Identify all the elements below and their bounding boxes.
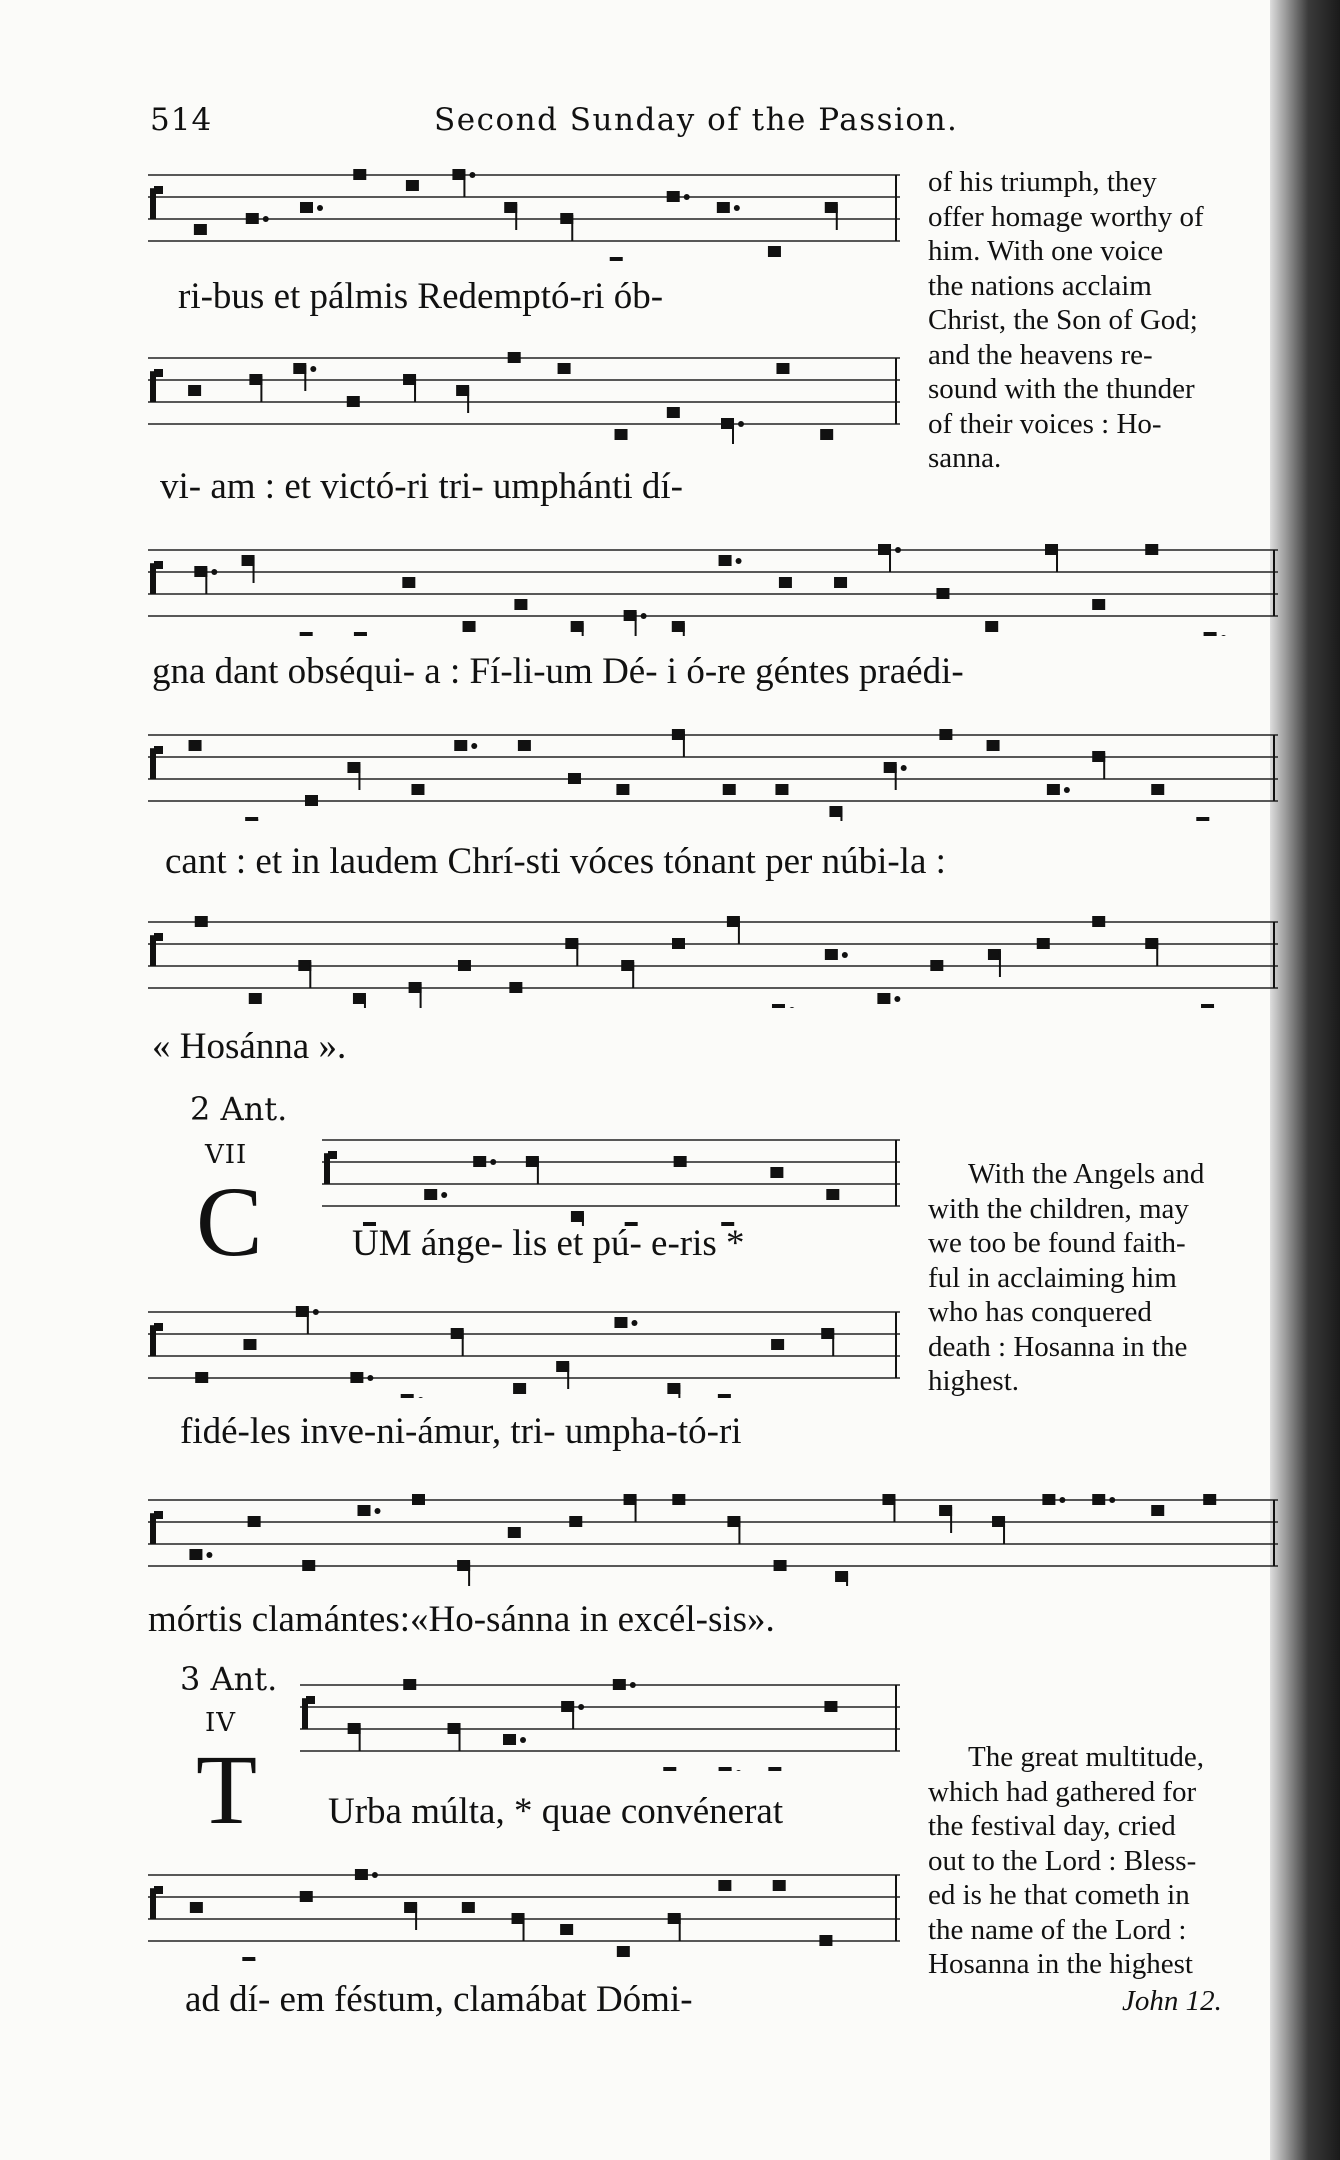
neume — [672, 938, 685, 949]
neume-stem — [304, 365, 306, 391]
neume — [717, 202, 730, 213]
neume-stem — [732, 420, 734, 444]
neume-stem — [415, 1904, 417, 1930]
neume — [190, 1902, 203, 1913]
neume — [987, 740, 1000, 751]
neume-stem — [683, 623, 685, 636]
translation-line: we too be found faith- — [928, 1227, 1186, 1259]
neume-stem — [459, 1725, 461, 1751]
neume — [248, 1516, 261, 1527]
neume-stem — [576, 940, 578, 966]
lyric-line: ri-bus et pálmis Redemptó-ri ób- — [178, 276, 664, 317]
neume-stem — [364, 995, 366, 1008]
neume — [617, 1946, 630, 1957]
clef-mark — [154, 186, 163, 194]
neume — [779, 577, 792, 588]
neume — [300, 202, 313, 213]
neume-dot — [490, 1159, 496, 1165]
neume — [403, 1679, 416, 1690]
translation-line: the name of the Lord : — [928, 1913, 1187, 1946]
neume-stem — [582, 623, 584, 636]
neume-dot — [441, 1192, 447, 1198]
neume — [302, 1560, 315, 1571]
neume-dot — [317, 205, 323, 211]
chant-staff — [322, 1130, 900, 1226]
neume-stem — [414, 376, 416, 402]
neume — [825, 949, 838, 960]
neume-dot — [372, 1872, 378, 1878]
neume — [189, 1549, 202, 1560]
neume — [771, 1339, 784, 1350]
neume — [834, 577, 847, 588]
neume — [768, 1767, 781, 1771]
neume-dot — [894, 996, 900, 1002]
neume — [401, 1394, 414, 1398]
neume-dot — [578, 1704, 584, 1710]
neume-dot — [1109, 1497, 1115, 1503]
neume — [939, 729, 952, 740]
neume — [718, 1394, 731, 1398]
neume-dot — [520, 1737, 526, 1743]
neume-stem — [632, 962, 634, 988]
neume-stem — [420, 984, 422, 1008]
neume-dot — [631, 1320, 637, 1326]
neume — [454, 740, 467, 751]
chant-staff — [148, 1302, 900, 1398]
neume — [518, 740, 531, 751]
neume — [1196, 817, 1209, 821]
lyric-line: fidé-les inve-ni-ámur, tri- umpha-tó-ri — [180, 1411, 742, 1452]
translation-line: and the heavens re- — [928, 338, 1153, 371]
page-title: Second Sunday of the Passion. — [434, 102, 959, 138]
neume — [663, 1767, 676, 1771]
neume — [514, 599, 527, 610]
neume — [819, 1935, 832, 1946]
neume-stem — [895, 764, 897, 790]
neume-stem — [467, 387, 469, 413]
neume — [1151, 784, 1164, 795]
neume — [462, 1902, 475, 1913]
neume-dot — [1221, 635, 1227, 636]
chant-staff — [148, 725, 1278, 821]
neume — [402, 577, 415, 588]
lyric-line: ad dí- em féstum, clamábat Dómi- — [185, 1979, 693, 2020]
translation-line: him. With one voice — [928, 235, 1164, 267]
neume — [1203, 1494, 1216, 1505]
neume-stem — [840, 808, 842, 821]
chant-staff — [148, 1865, 900, 1961]
neume-stem — [889, 546, 891, 572]
neume-stem — [537, 1158, 539, 1184]
chant-staff — [148, 165, 900, 261]
neume — [509, 982, 522, 993]
translation-line: sanna. — [928, 442, 1002, 474]
neume-dot — [471, 743, 477, 749]
neume-stem — [738, 918, 740, 944]
neume — [1047, 784, 1060, 795]
neume-stem — [832, 1330, 834, 1356]
neume — [820, 429, 833, 440]
neume — [1151, 1505, 1164, 1516]
neume — [1092, 599, 1105, 610]
neume — [610, 257, 623, 261]
neume-stem — [1003, 1518, 1005, 1544]
clef-mark — [154, 1886, 163, 1894]
neume-stem — [999, 951, 1001, 977]
neume-dot — [736, 558, 742, 564]
translation-line: highest. — [928, 1365, 1020, 1397]
neume — [774, 1560, 787, 1571]
chant-staff — [300, 1675, 900, 1771]
neume — [473, 1156, 486, 1167]
neume — [718, 1880, 731, 1891]
neume — [246, 213, 259, 224]
neume — [674, 1156, 687, 1167]
neume — [768, 246, 781, 257]
neume — [770, 1167, 783, 1178]
neume-dot — [641, 613, 647, 619]
neume — [775, 784, 788, 795]
neume — [458, 960, 471, 971]
translation-line: death : Hosanna in the — [928, 1330, 1188, 1363]
neume — [194, 224, 207, 235]
neume — [189, 740, 202, 751]
neume — [300, 1891, 313, 1902]
neume-stem — [679, 1915, 681, 1941]
scripture-citation: John 12. — [1122, 1985, 1222, 2017]
neume — [667, 191, 680, 202]
neume — [406, 180, 419, 191]
neume — [672, 1494, 685, 1505]
neume — [195, 916, 208, 927]
neume-dot — [734, 205, 740, 211]
translation-line: offer homage worthy of — [928, 200, 1204, 233]
neume-dot — [1059, 1497, 1065, 1503]
neume-stem — [1212, 1006, 1214, 1008]
neume-dot — [263, 216, 269, 222]
neume-stem — [515, 204, 517, 230]
neume-stem — [635, 612, 637, 636]
clef-mark — [154, 561, 163, 569]
translation-line: out to the Lord : Bless- — [928, 1844, 1197, 1877]
neume-dot — [738, 421, 744, 427]
neume-stem — [309, 962, 311, 988]
neume-stem — [462, 1330, 464, 1356]
clef-mark — [154, 746, 163, 754]
neume-dot — [367, 1375, 373, 1381]
neume — [773, 1880, 786, 1891]
neume-dot — [418, 1397, 424, 1398]
neume — [195, 1372, 208, 1383]
neume — [463, 621, 476, 632]
translation-line: who has conquered — [928, 1296, 1152, 1328]
neume-stem — [572, 1703, 574, 1729]
translation-line: sound with the thunder — [928, 373, 1195, 405]
page-edge-shadow — [1270, 0, 1340, 2160]
neume — [243, 1339, 256, 1350]
drop-cap-initial: C — [196, 1166, 263, 1277]
neume — [1145, 544, 1158, 555]
clef-mark — [154, 369, 163, 377]
translation-line: which had gathered for — [928, 1775, 1197, 1808]
neume — [568, 773, 581, 784]
neume-stem — [950, 1507, 952, 1533]
neume-stem — [1056, 546, 1058, 572]
neume-dot — [469, 172, 475, 178]
lyric-line: UM ánge- lis et pú- e-ris * — [352, 1223, 745, 1264]
neume — [930, 960, 943, 971]
chant-staff — [148, 912, 1278, 1008]
neume-stem — [1156, 940, 1158, 966]
neume — [347, 396, 360, 407]
clef-mark — [306, 1696, 315, 1704]
neume — [667, 407, 680, 418]
neume-dot — [736, 1770, 742, 1771]
translation-block — [928, 1157, 1280, 1399]
neume — [353, 169, 366, 180]
translation-line: the nations acclaim — [928, 269, 1152, 302]
neume — [616, 784, 629, 795]
lyric-line: vi- am : et victó-ri tri- umphánti dí- — [160, 466, 684, 507]
neume — [614, 1317, 627, 1328]
antiphon-label: 3 Ant. — [180, 1660, 278, 1698]
neume — [503, 1734, 516, 1745]
neume — [613, 1679, 626, 1690]
neume-stem — [1103, 753, 1105, 779]
neume — [719, 555, 732, 566]
neume-dot — [206, 1552, 212, 1558]
neume-stem — [365, 634, 367, 636]
neume-dot — [842, 952, 848, 958]
neume — [424, 1189, 437, 1200]
neume-dot — [684, 194, 690, 200]
translation-block — [928, 1740, 1280, 1982]
neume — [1092, 1494, 1105, 1505]
neume-dot — [211, 569, 217, 575]
translation-block — [928, 165, 1280, 476]
neume — [723, 784, 736, 795]
translation-line: Hosanna in the highest — [928, 1948, 1193, 1980]
neume-stem — [836, 204, 838, 230]
neume-stem — [358, 764, 360, 790]
neume — [776, 363, 789, 374]
neume — [826, 1189, 839, 1200]
neume-stem — [893, 1496, 895, 1522]
neume-stem — [260, 376, 262, 402]
clef-mark — [154, 933, 163, 941]
neume — [358, 1505, 371, 1516]
page-number: 514 — [150, 102, 213, 138]
lyric-line: cant : et in laudem Chrí-sti vóces tónant per núbi-la : — [165, 841, 946, 882]
mode-label: VII — [205, 1140, 248, 1170]
lyric-line: mórtis clamántes:«Ho-sánna in excél-sis». — [148, 1599, 775, 1640]
lyric-line: gna dant obséqui- a : Fí-li-um Dé- i ó-re géntes praédi- — [152, 651, 964, 692]
translation-line: of his triumph, they — [928, 166, 1157, 198]
translation-line: ful in acclaiming him — [928, 1261, 1177, 1294]
neume — [772, 1004, 785, 1008]
neume-stem — [463, 171, 465, 197]
neume-stem — [359, 1725, 361, 1751]
clef-mark — [154, 1511, 163, 1519]
neume — [824, 1701, 837, 1712]
neume-stem — [256, 819, 258, 821]
neume-stem — [635, 1496, 637, 1522]
neume-dot — [1064, 787, 1070, 793]
neume — [412, 1494, 425, 1505]
neume-stem — [567, 1363, 569, 1389]
neume-dot — [630, 1682, 636, 1688]
neume — [300, 632, 313, 636]
chant-staff — [148, 1490, 1278, 1586]
neume-stem — [846, 1573, 848, 1586]
neume-stem — [730, 1769, 732, 1771]
neume — [355, 1869, 368, 1880]
neume-stem — [205, 568, 207, 594]
translation-line: ed is he that cometh in — [928, 1879, 1190, 1911]
neume — [1037, 938, 1050, 949]
neume — [985, 621, 998, 632]
drop-cap-initial: T — [196, 1734, 258, 1845]
translation-line: of their voices : Ho- — [928, 407, 1162, 440]
mode-label: IV — [205, 1708, 237, 1738]
neume-stem — [253, 557, 255, 583]
lyric-line: Urba múlta, * quae convénerat — [328, 1791, 784, 1832]
neume-stem — [571, 215, 573, 241]
neume — [411, 784, 424, 795]
neume-dot — [375, 1508, 381, 1514]
neume-stem — [468, 1562, 470, 1586]
neume — [508, 352, 521, 363]
neume — [1042, 1494, 1055, 1505]
neume-dot — [789, 1007, 795, 1008]
neume-stem — [1215, 634, 1217, 636]
neume-dot — [310, 366, 316, 372]
neume-stem — [253, 1959, 255, 1961]
neume-dot — [895, 547, 901, 553]
neume — [936, 588, 949, 599]
neume — [513, 1383, 526, 1394]
translation-line: with the children, may — [928, 1192, 1189, 1225]
translation-line: The great multitude, — [968, 1741, 1204, 1773]
neume — [558, 363, 571, 374]
clef-mark — [154, 1323, 163, 1331]
neume-dot — [901, 765, 907, 771]
neume — [508, 1527, 521, 1538]
clef-mark — [328, 1151, 337, 1159]
neume-stem — [523, 1915, 525, 1941]
neume — [350, 1372, 363, 1383]
translation-line: the festival day, cried — [928, 1810, 1176, 1842]
neume-dot — [313, 1309, 319, 1315]
neume-stem — [738, 1518, 740, 1544]
neume — [188, 385, 201, 396]
chant-staff — [148, 540, 1278, 636]
lyric-line: « Hosánna ». — [152, 1026, 347, 1067]
neume-stem — [683, 731, 685, 757]
neume — [569, 1516, 582, 1527]
antiphon-label: 2 Ant. — [190, 1090, 288, 1128]
neume — [249, 993, 262, 1004]
neume — [1092, 916, 1105, 927]
neume-stem — [678, 1385, 680, 1398]
translation-line: Christ, the Son of God; — [928, 304, 1198, 336]
neume — [560, 1924, 573, 1935]
translation-line: With the Angels and — [968, 1158, 1205, 1190]
neume — [305, 795, 318, 806]
chant-staff — [148, 348, 900, 444]
neume-stem — [307, 1308, 309, 1334]
neume — [615, 429, 628, 440]
neume — [877, 993, 890, 1004]
